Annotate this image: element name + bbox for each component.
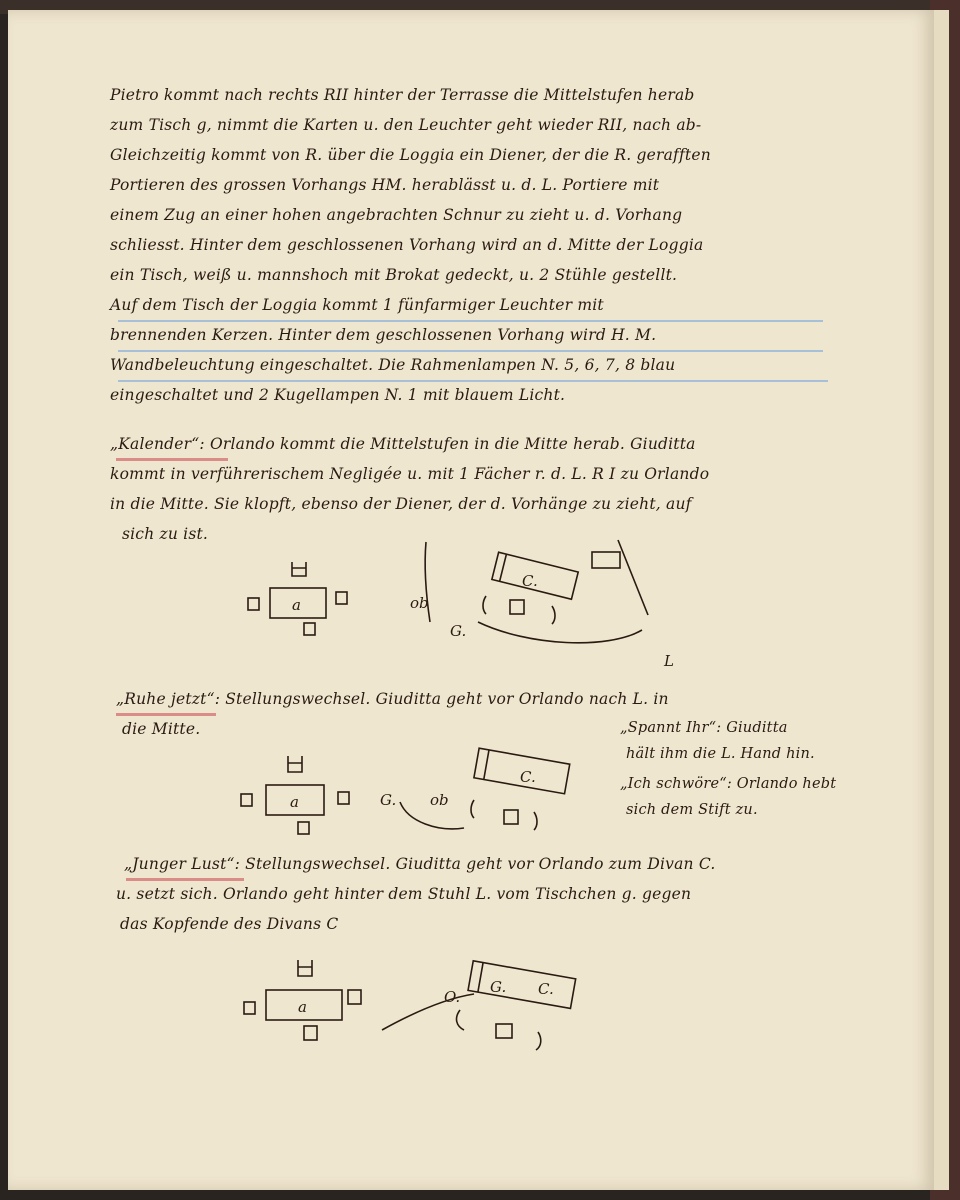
handwritten-line: kommt in verführerischem Negligée u. mit 1 Fächer r. d. L. R I zu Orlando xyxy=(110,465,710,483)
handwritten-line: Auf dem Tisch der Loggia kommt 1 fünfarmiger Leuchter mit xyxy=(110,296,604,314)
handwritten-line: schliesst. Hinter dem geschlossenen Vorhang wird an d. Mitte der Loggia xyxy=(110,236,704,254)
sketch-label-g: G. xyxy=(490,978,507,996)
handwritten-line: Pietro kommt nach rechts RII hinter der Terrasse die Mittelstufen herab xyxy=(110,86,695,104)
cue-spannt-ihr-cont: hält ihm die L. Hand hin. xyxy=(626,746,815,762)
manuscript-page xyxy=(8,10,934,1190)
stage-sketches xyxy=(8,10,934,1190)
cue-junger-lust-cont: das Kopfende des Divans C xyxy=(120,915,339,933)
sketch-3 xyxy=(244,960,576,1050)
sketch-label-l: L xyxy=(664,652,674,670)
sketch-label-ob: ob xyxy=(430,791,449,809)
cue-ich-schwoere-cont: sich dem Stift zu. xyxy=(626,802,758,818)
handwritten-line: einem Zug an einer hohen angebrachten Schnur zu zieht u. d. Vorhang xyxy=(110,206,683,224)
handwritten-line: Gleichzeitig kommt von R. über die Loggia ein Diener, der die R. gerafften xyxy=(110,146,711,164)
sketch-label-ob: ob xyxy=(410,594,429,612)
cue-ich-schwoere: „Ich schwöre“: Orlando hebt xyxy=(620,776,837,792)
handwritten-line: ein Tisch, weiß u. mannshoch mit Brokat gedeckt, u. 2 Stühle gestellt. xyxy=(110,266,678,284)
cue-spannt-ihr: „Spannt Ihr“: Giuditta xyxy=(620,720,788,736)
sketch-label-c: C. xyxy=(520,768,536,786)
cue-junger-lust-cont: u. setzt sich. Orlando geht hinter dem Stuhl L. vom Tischchen g. gegen xyxy=(116,885,692,903)
sketch-label-c: C. xyxy=(538,980,554,998)
sketch-label-a: a xyxy=(298,998,307,1016)
handwritten-line: sich zu ist. xyxy=(122,525,209,543)
handwritten-line: „Kalender“: Orlando kommt die Mittelstufen in die Mitte herab. Giuditta xyxy=(110,435,696,453)
handwritten-line: zum Tisch g, nimmt die Karten u. den Leuchter geht wieder RII, nach ab- xyxy=(110,116,702,134)
sketch-label-g: G. xyxy=(380,791,397,809)
cue-ruhe-jetzt: „Ruhe jetzt“: Stellungswechsel. Giuditta geht vor Orlando nach L. in xyxy=(116,690,669,708)
handwritten-line: in die Mitte. Sie klopft, ebenso der Diener, der d. Vorhänge zu zieht, auf xyxy=(110,495,692,513)
sketch-label-c: C. xyxy=(522,572,538,590)
handwritten-line: Portieren des grossen Vorhangs HM. herablässt u. d. L. Portiere mit xyxy=(110,176,660,194)
cue-junger-lust: „Junger Lust“: Stellungswechsel. Giuditta geht vor Orlando zum Divan C. xyxy=(124,855,716,873)
handwritten-line: brennenden Kerzen. Hinter dem geschlossenen Vorhang wird H. M. xyxy=(110,326,657,344)
sketch-label-g: G. xyxy=(450,622,467,640)
sketch-label-a: a xyxy=(292,596,301,614)
handwritten-line: Wandbeleuchtung eingeschaltet. Die Rahmenlampen N. 5, 6, 7, 8 blau xyxy=(110,356,676,374)
handwritten-line: eingeschaltet und 2 Kugellampen N. 1 mit blauem Licht. xyxy=(110,386,566,404)
sketch-1-divan-c xyxy=(410,540,674,670)
sketch-1-table-a xyxy=(248,562,347,635)
cue-ruhe-jetzt-cont: die Mitte. xyxy=(122,720,201,738)
sketch-2 xyxy=(241,748,570,834)
sketch-label-a: a xyxy=(290,793,299,811)
sketch-label-o: O. xyxy=(444,988,461,1006)
